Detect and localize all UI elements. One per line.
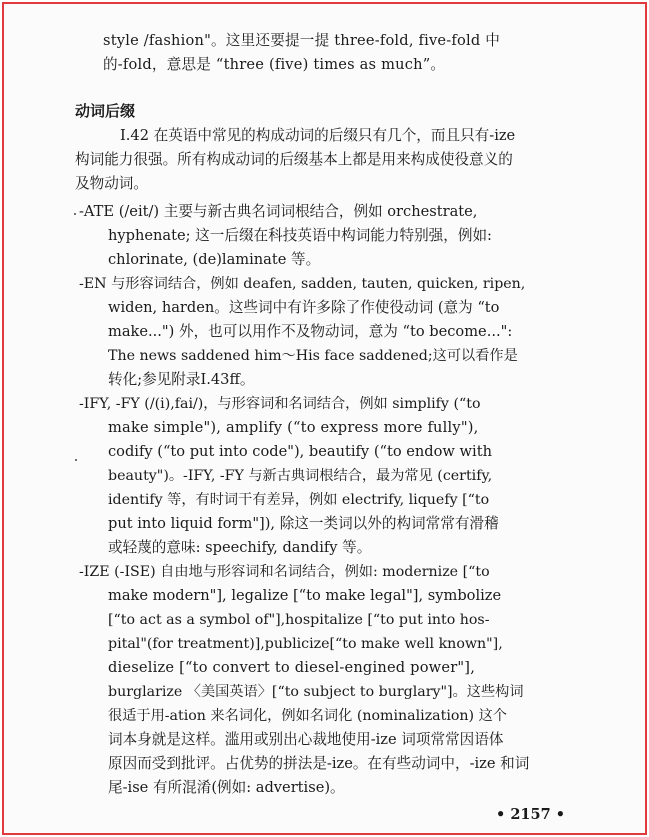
entry-line: widen, harden。这些词中有许多除了作使役动词 (意为 “to — [108, 299, 500, 316]
entry-line: beauty")。-IFY, -FY 与新古典词根结合，最为常见 (certify, — [108, 468, 493, 484]
stray-mark — [74, 213, 76, 215]
entry-line: chlorinate, (de)laminate 等。 — [108, 251, 321, 268]
entry-line: 或轻蔑的意味: speechify, dandify 等。 — [108, 539, 372, 556]
entry-line: -ATE (/eit/) 主要与新古典名词词根结合，例如 orchestrate, — [79, 203, 478, 220]
entry-line: make modern"], legalize [“to make legal"], symbolize — [108, 587, 502, 604]
intro-line: style /fashion"。这里还要提一提 three-fold, five-fold 中 — [103, 32, 501, 49]
entry-line: dieselize [“to convert to diesel-engined power"], — [108, 659, 476, 676]
entry-line: make simple"), amplify (“to express more fully"), — [108, 419, 479, 436]
entry-line: pital"(for treatment)],publicize[“to make well known"], — [108, 636, 503, 652]
entry-line: make...") 外，也可以用作不及物动词，意为 “to become...": — [108, 323, 513, 340]
entry-line: 尾-ise 有所混淆(例如: advertise)。 — [108, 779, 345, 796]
entry-line: put into liquid form"]), 除这一类词以外的构词常常有滑稽 — [108, 515, 499, 532]
entry-line: burglarize 〈美国英语〉[“to subject to burglary"]。这些构词 — [108, 684, 524, 700]
entry-line: -IZE (-ISE) 自由地与形容词和名词结合，例如: modernize [“to — [79, 564, 490, 580]
entry-line: 很适于用-ation 来名词化，例如名词化 (nominalization) 这个 — [108, 708, 507, 724]
entry-line: identify 等，有时词干有差异，例如 electrify, liquefy [“to — [108, 492, 490, 508]
intro-line: 的-fold，意思是 “three (five) times as much”。 — [103, 56, 446, 73]
book-page — [2, 2, 647, 835]
entry-line: 转化;参见附录Ⅰ.43ff。 — [108, 371, 255, 388]
entry-line: -IFY, -FY (/(i),fai/)，与形容词和名词结合，例如 simplify (“to — [79, 396, 481, 412]
entry-line: hyphenate; 这一后缀在科技英语中构词能力特别强，例如: — [108, 227, 492, 244]
entry-line: 词本身就是这样。滥用或别出心裁地使用-ize 词项常常因语体 — [108, 731, 504, 748]
section-intro-line: 构词能力很强。所有构成动词的后缀基本上都是用来构成使役意义的 — [75, 151, 513, 168]
entry-line: 原因而受到批评。占优势的拼法是-ize。在有些动词中，-ize 和词 — [108, 755, 530, 772]
entry-line: codify (“to put into code"), beautify (“to endow with — [108, 443, 492, 460]
stray-mark — [75, 459, 77, 461]
entry-line: The news saddened him～His face saddened;这可以看作是 — [108, 348, 518, 364]
section-intro-line: 及物动词。 — [75, 175, 148, 192]
page-number: • 2157 • — [496, 806, 565, 823]
entry-line: -EN 与形容词结合，例如 deafen, sadden, tauten, quicken, ripen, — [79, 276, 526, 292]
section-intro-line: Ⅰ.42 在英语中常见的构成动词的后缀只有几个，而且只有-ize — [120, 127, 516, 144]
section-heading: 动词后缀 — [75, 102, 136, 120]
entry-line: [“to act as a symbol of"],hospitalize [“to put into hos- — [108, 612, 490, 628]
